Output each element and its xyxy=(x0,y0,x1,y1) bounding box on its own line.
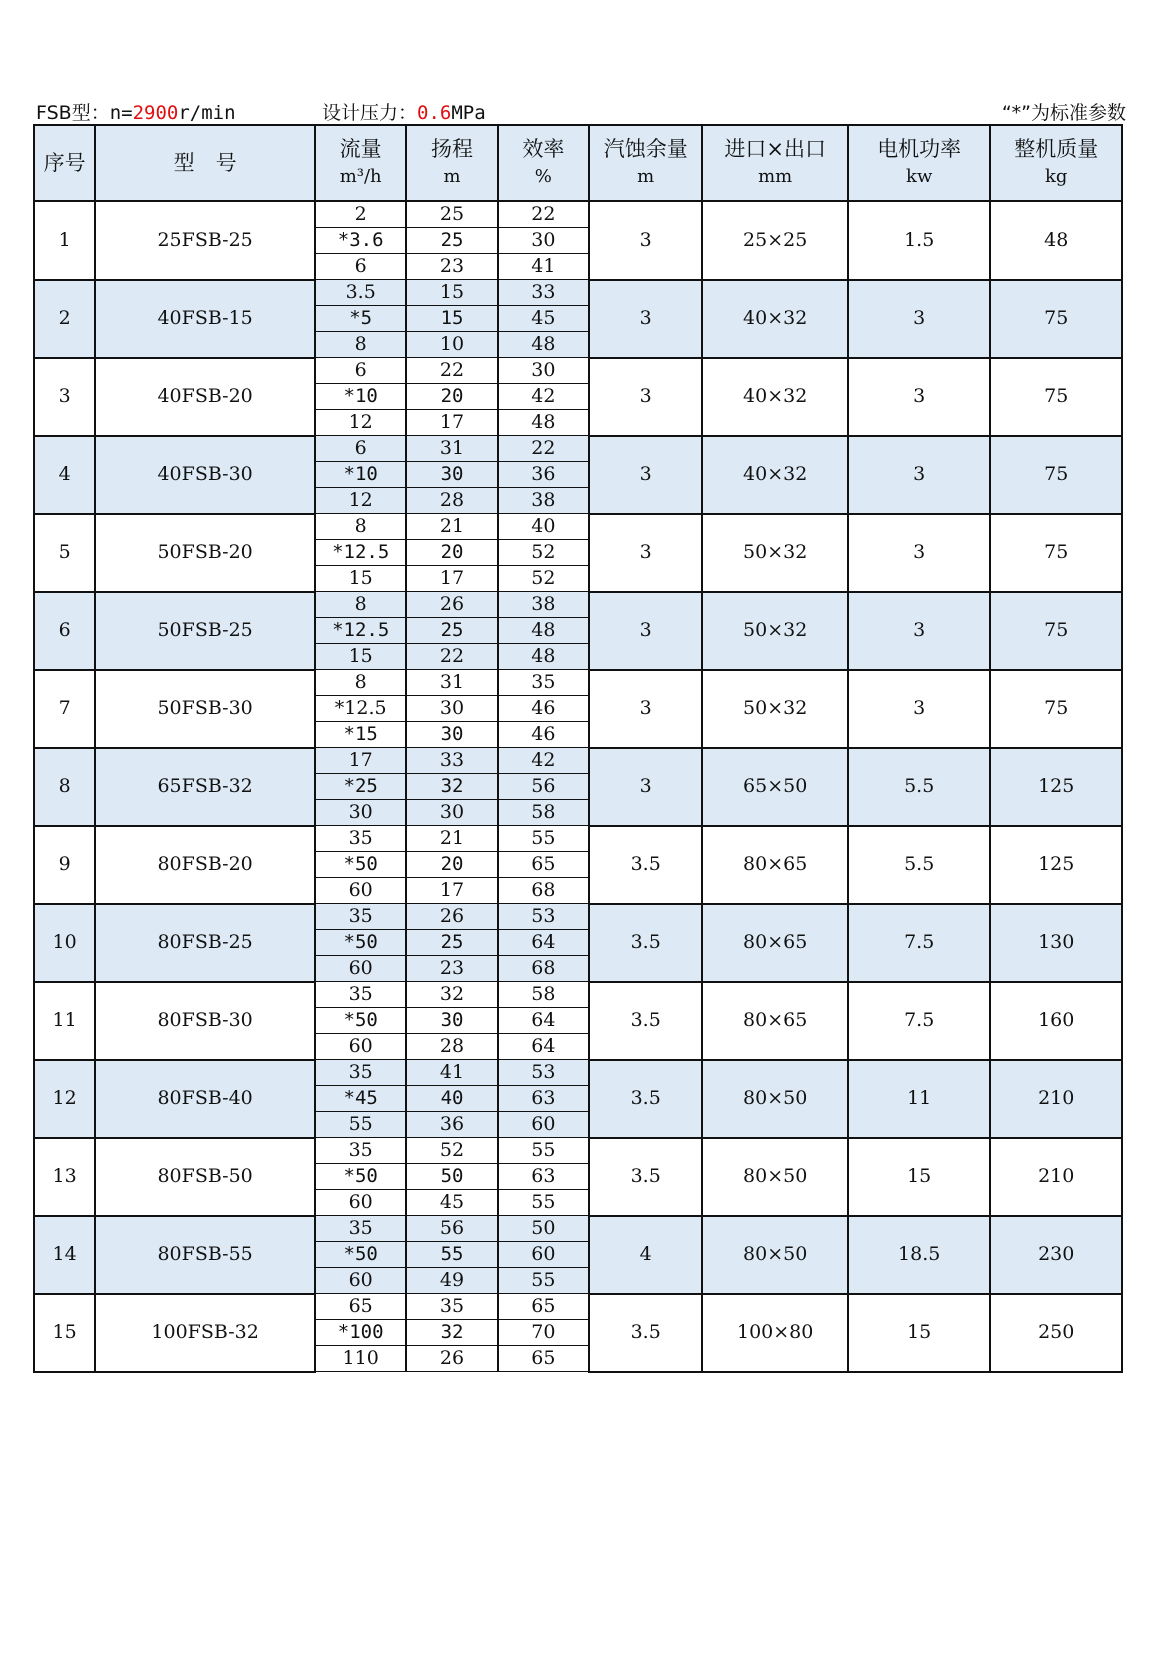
flow-cell: 60 xyxy=(315,956,406,982)
head-cell: 41 xyxy=(406,1060,497,1086)
flow-cell: 60 xyxy=(315,1268,406,1294)
model-cell: 25FSB-25 xyxy=(95,201,315,280)
eff-cell: 40 xyxy=(498,514,589,540)
ports-cell: 80×50 xyxy=(702,1060,848,1138)
flow-cell: 3.5 xyxy=(315,280,406,306)
seq-cell: 8 xyxy=(34,748,95,826)
flow-cell: 8 xyxy=(315,514,406,540)
eff-cell: 63 xyxy=(498,1164,589,1190)
model-cell: 80FSB-30 xyxy=(95,982,315,1060)
head-cell: 23 xyxy=(406,254,497,280)
mass-cell: 75 xyxy=(990,592,1122,670)
eff-cell: 36 xyxy=(498,462,589,488)
head-cell: 56 xyxy=(406,1216,497,1242)
eff-cell: 53 xyxy=(498,904,589,930)
head-cell: 26 xyxy=(406,592,497,618)
flow-cell: 8 xyxy=(315,670,406,696)
seq-cell: 14 xyxy=(34,1216,95,1294)
eff-cell: 38 xyxy=(498,592,589,618)
power-cell: 15 xyxy=(848,1138,991,1216)
npsh-cell: 3.5 xyxy=(589,1060,702,1138)
table-row xyxy=(34,1216,1122,1242)
ports-cell: 80×65 xyxy=(702,904,848,982)
eff-cell: 63 xyxy=(498,1086,589,1112)
eff-cell: 30 xyxy=(498,358,589,384)
eff-cell: 42 xyxy=(498,748,589,774)
head-cell: 32 xyxy=(406,982,497,1008)
pressure-unit: MPa xyxy=(451,102,486,124)
power-cell: 18.5 xyxy=(848,1216,991,1294)
eff-cell: 68 xyxy=(498,956,589,982)
npsh-cell: 3 xyxy=(589,280,702,358)
power-cell: 5.5 xyxy=(848,826,991,904)
flow-cell: 35 xyxy=(315,826,406,852)
head-cell: 31 xyxy=(406,436,497,462)
ports-cell: 40×32 xyxy=(702,436,848,514)
head-cell: 49 xyxy=(406,1268,497,1294)
ports-cell: 80×65 xyxy=(702,826,848,904)
eff-cell: 48 xyxy=(498,644,589,670)
col-eff: 效率 % xyxy=(498,125,589,201)
eff-cell: 65 xyxy=(498,1294,589,1320)
head-cell: 30 xyxy=(406,722,497,748)
eff-cell: 64 xyxy=(498,930,589,956)
eff-cell: 35 xyxy=(498,670,589,696)
mass-cell: 75 xyxy=(990,436,1122,514)
eff-cell: 52 xyxy=(498,540,589,566)
npsh-cell: 3 xyxy=(589,748,702,826)
flow-cell: *50 xyxy=(315,1164,406,1190)
type-label xyxy=(36,98,236,125)
standard-note: “*”为标准参数 xyxy=(1001,102,1126,124)
power-cell: 7.5 xyxy=(848,982,991,1060)
ports-cell: 50×32 xyxy=(702,670,848,748)
speed-label: n= xyxy=(109,102,133,124)
flow-cell: 35 xyxy=(315,1216,406,1242)
flow-cell: 8 xyxy=(315,332,406,358)
table-row xyxy=(34,514,1122,540)
power-cell: 7.5 xyxy=(848,904,991,982)
seq-cell: 15 xyxy=(34,1294,95,1372)
head-cell: 45 xyxy=(406,1190,497,1216)
seq-cell: 11 xyxy=(34,982,95,1060)
flow-cell: *25 xyxy=(315,774,406,800)
col-seq: 序号 xyxy=(34,125,95,201)
flow-cell: 12 xyxy=(315,410,406,436)
eff-cell: 55 xyxy=(498,1138,589,1164)
ports-cell: 25×25 xyxy=(702,201,848,280)
mass-cell: 230 xyxy=(990,1216,1122,1294)
eff-cell: 65 xyxy=(498,852,589,878)
npsh-cell: 3 xyxy=(589,201,702,280)
speed-unit: r/min xyxy=(178,102,236,124)
mass-cell: 210 xyxy=(990,1060,1122,1138)
head-cell: 17 xyxy=(406,878,497,904)
eff-cell: 42 xyxy=(498,384,589,410)
head-cell: 32 xyxy=(406,1320,497,1346)
eff-cell: 65 xyxy=(498,1346,589,1372)
flow-cell: *12.5 xyxy=(315,696,406,722)
flow-cell: *50 xyxy=(315,852,406,878)
npsh-cell: 3.5 xyxy=(589,826,702,904)
mass-cell: 250 xyxy=(990,1294,1122,1372)
eff-cell: 22 xyxy=(498,201,589,228)
head-cell: 30 xyxy=(406,462,497,488)
eff-cell: 64 xyxy=(498,1008,589,1034)
flow-cell: 55 xyxy=(315,1112,406,1138)
flow-cell: 65 xyxy=(315,1294,406,1320)
pump-spec-table xyxy=(33,124,1123,1373)
seq-cell: 3 xyxy=(34,358,95,436)
table-row xyxy=(34,1060,1122,1086)
head-cell: 35 xyxy=(406,1294,497,1320)
spec-header xyxy=(36,98,1126,126)
table-row xyxy=(34,201,1122,228)
eff-cell: 45 xyxy=(498,306,589,332)
speed-value: 2900 xyxy=(132,102,179,124)
flow-cell: *45 xyxy=(315,1086,406,1112)
head-cell: 21 xyxy=(406,826,497,852)
ports-cell: 100×80 xyxy=(702,1294,848,1372)
head-cell: 17 xyxy=(406,410,497,436)
flow-cell: *5 xyxy=(315,306,406,332)
seq-cell: 13 xyxy=(34,1138,95,1216)
head-cell: 52 xyxy=(406,1138,497,1164)
seq-cell: 1 xyxy=(34,201,95,280)
flow-cell: *12.5 xyxy=(315,618,406,644)
eff-cell: 48 xyxy=(498,618,589,644)
mass-cell: 210 xyxy=(990,1138,1122,1216)
mass-cell: 75 xyxy=(990,358,1122,436)
model-cell: 65FSB-32 xyxy=(95,748,315,826)
flow-cell: 35 xyxy=(315,904,406,930)
eff-cell: 52 xyxy=(498,566,589,592)
model-cell: 80FSB-20 xyxy=(95,826,315,904)
head-cell: 20 xyxy=(406,852,497,878)
power-cell: 1.5 xyxy=(848,201,991,280)
table-row xyxy=(34,1294,1122,1320)
flow-cell: 35 xyxy=(315,1060,406,1086)
eff-cell: 48 xyxy=(498,332,589,358)
model-cell: 50FSB-30 xyxy=(95,670,315,748)
model-cell: 50FSB-25 xyxy=(95,592,315,670)
npsh-cell: 4 xyxy=(589,1216,702,1294)
head-cell: 30 xyxy=(406,800,497,826)
seq-cell: 2 xyxy=(34,280,95,358)
table-row xyxy=(34,358,1122,384)
eff-cell: 38 xyxy=(498,488,589,514)
flow-cell: *3.6 xyxy=(315,228,406,254)
model-cell: 80FSB-25 xyxy=(95,904,315,982)
head-cell: 20 xyxy=(406,384,497,410)
eff-cell: 58 xyxy=(498,982,589,1008)
table-row xyxy=(34,592,1122,618)
head-cell: 10 xyxy=(406,332,497,358)
power-cell: 3 xyxy=(848,436,991,514)
power-cell: 3 xyxy=(848,280,991,358)
flow-cell: 60 xyxy=(315,1190,406,1216)
model-cell: 80FSB-50 xyxy=(95,1138,315,1216)
pressure-label xyxy=(322,98,486,125)
eff-cell: 46 xyxy=(498,696,589,722)
flow-cell: *100 xyxy=(315,1320,406,1346)
npsh-cell: 3 xyxy=(589,670,702,748)
flow-cell: 6 xyxy=(315,436,406,462)
ports-cell: 80×65 xyxy=(702,982,848,1060)
seq-cell: 5 xyxy=(34,514,95,592)
eff-cell: 55 xyxy=(498,1190,589,1216)
type-prefix: FSB型： xyxy=(36,102,110,124)
eff-cell: 70 xyxy=(498,1320,589,1346)
head-cell: 25 xyxy=(406,930,497,956)
head-cell: 23 xyxy=(406,956,497,982)
head-cell: 30 xyxy=(406,1008,497,1034)
eff-cell: 30 xyxy=(498,228,589,254)
power-cell: 3 xyxy=(848,670,991,748)
flow-cell: 60 xyxy=(315,1034,406,1060)
flow-cell: 2 xyxy=(315,201,406,228)
seq-cell: 12 xyxy=(34,1060,95,1138)
mass-cell: 160 xyxy=(990,982,1122,1060)
table-header-row xyxy=(34,125,1122,201)
head-cell: 22 xyxy=(406,358,497,384)
col-mass: 整机质量 kg xyxy=(990,125,1122,201)
head-cell: 31 xyxy=(406,670,497,696)
head-cell: 30 xyxy=(406,696,497,722)
mass-cell: 75 xyxy=(990,670,1122,748)
col-model: 型 号 xyxy=(95,125,315,201)
mass-cell: 130 xyxy=(990,904,1122,982)
head-cell: 25 xyxy=(406,618,497,644)
head-cell: 50 xyxy=(406,1164,497,1190)
pressure-label-text: 设计压力： xyxy=(322,102,418,124)
eff-cell: 41 xyxy=(498,254,589,280)
eff-cell: 53 xyxy=(498,1060,589,1086)
head-cell: 15 xyxy=(406,306,497,332)
eff-cell: 56 xyxy=(498,774,589,800)
seq-cell: 4 xyxy=(34,436,95,514)
npsh-cell: 3 xyxy=(589,358,702,436)
eff-cell: 22 xyxy=(498,436,589,462)
table-row xyxy=(34,1138,1122,1164)
table-row xyxy=(34,670,1122,696)
flow-cell: 110 xyxy=(315,1346,406,1372)
ports-cell: 65×50 xyxy=(702,748,848,826)
ports-cell: 80×50 xyxy=(702,1216,848,1294)
table-row xyxy=(34,280,1122,306)
eff-cell: 60 xyxy=(498,1242,589,1268)
flow-cell: *10 xyxy=(315,384,406,410)
head-cell: 36 xyxy=(406,1112,497,1138)
npsh-cell: 3.5 xyxy=(589,904,702,982)
head-cell: 17 xyxy=(406,566,497,592)
model-cell: 100FSB-32 xyxy=(95,1294,315,1372)
flow-cell: 17 xyxy=(315,748,406,774)
mass-cell: 75 xyxy=(990,280,1122,358)
power-cell: 3 xyxy=(848,592,991,670)
model-cell: 80FSB-40 xyxy=(95,1060,315,1138)
head-cell: 25 xyxy=(406,228,497,254)
col-head: 扬程 m xyxy=(406,125,497,201)
npsh-cell: 3.5 xyxy=(589,982,702,1060)
flow-cell: 35 xyxy=(315,982,406,1008)
col-flow: 流量 m³/h xyxy=(315,125,406,201)
eff-cell: 33 xyxy=(498,280,589,306)
flow-cell: 30 xyxy=(315,800,406,826)
table-row xyxy=(34,748,1122,774)
flow-cell: 8 xyxy=(315,592,406,618)
flow-cell: *50 xyxy=(315,930,406,956)
eff-cell: 55 xyxy=(498,826,589,852)
flow-cell: *50 xyxy=(315,1008,406,1034)
pressure-value: 0.6 xyxy=(417,102,452,124)
mass-cell: 75 xyxy=(990,514,1122,592)
table-row xyxy=(34,436,1122,462)
head-cell: 26 xyxy=(406,904,497,930)
flow-cell: 6 xyxy=(315,254,406,280)
power-cell: 11 xyxy=(848,1060,991,1138)
mass-cell: 48 xyxy=(990,201,1122,280)
table-row xyxy=(34,904,1122,930)
ports-cell: 50×32 xyxy=(702,592,848,670)
ports-cell: 40×32 xyxy=(702,358,848,436)
npsh-cell: 3 xyxy=(589,436,702,514)
power-cell: 3 xyxy=(848,358,991,436)
eff-cell: 60 xyxy=(498,1112,589,1138)
seq-cell: 10 xyxy=(34,904,95,982)
head-cell: 32 xyxy=(406,774,497,800)
flow-cell: 60 xyxy=(315,878,406,904)
head-cell: 40 xyxy=(406,1086,497,1112)
eff-cell: 48 xyxy=(498,410,589,436)
head-cell: 21 xyxy=(406,514,497,540)
head-cell: 28 xyxy=(406,1034,497,1060)
eff-cell: 64 xyxy=(498,1034,589,1060)
flow-cell: 15 xyxy=(315,644,406,670)
power-cell: 15 xyxy=(848,1294,991,1372)
seq-cell: 6 xyxy=(34,592,95,670)
head-cell: 25 xyxy=(406,201,497,228)
eff-cell: 58 xyxy=(498,800,589,826)
head-cell: 26 xyxy=(406,1346,497,1372)
head-cell: 15 xyxy=(406,280,497,306)
eff-cell: 68 xyxy=(498,878,589,904)
flow-cell: *12.5 xyxy=(315,540,406,566)
power-cell: 3 xyxy=(848,514,991,592)
npsh-cell: 3 xyxy=(589,592,702,670)
mass-cell: 125 xyxy=(990,826,1122,904)
mass-cell: 125 xyxy=(990,748,1122,826)
npsh-cell: 3.5 xyxy=(589,1294,702,1372)
head-cell: 28 xyxy=(406,488,497,514)
head-cell: 22 xyxy=(406,644,497,670)
ports-cell: 50×32 xyxy=(702,514,848,592)
table-row xyxy=(34,826,1122,852)
eff-cell: 55 xyxy=(498,1268,589,1294)
model-cell: 80FSB-55 xyxy=(95,1216,315,1294)
flow-cell: 12 xyxy=(315,488,406,514)
npsh-cell: 3 xyxy=(589,514,702,592)
seq-cell: 9 xyxy=(34,826,95,904)
head-cell: 55 xyxy=(406,1242,497,1268)
flow-cell: *15 xyxy=(315,722,406,748)
model-cell: 50FSB-20 xyxy=(95,514,315,592)
flow-cell: 6 xyxy=(315,358,406,384)
power-cell: 5.5 xyxy=(848,748,991,826)
head-cell: 20 xyxy=(406,540,497,566)
flow-cell: *50 xyxy=(315,1242,406,1268)
seq-cell: 7 xyxy=(34,670,95,748)
col-power: 电机功率 kw xyxy=(848,125,991,201)
model-cell: 40FSB-15 xyxy=(95,280,315,358)
eff-cell: 46 xyxy=(498,722,589,748)
flow-cell: 35 xyxy=(315,1138,406,1164)
ports-cell: 40×32 xyxy=(702,280,848,358)
table-row xyxy=(34,982,1122,1008)
flow-cell: 15 xyxy=(315,566,406,592)
col-npsh: 汽蚀余量 m xyxy=(589,125,702,201)
col-ports: 进口×出口 mm xyxy=(702,125,848,201)
flow-cell: *10 xyxy=(315,462,406,488)
model-cell: 40FSB-30 xyxy=(95,436,315,514)
model-cell: 40FSB-20 xyxy=(95,358,315,436)
npsh-cell: 3.5 xyxy=(589,1138,702,1216)
eff-cell: 50 xyxy=(498,1216,589,1242)
head-cell: 33 xyxy=(406,748,497,774)
ports-cell: 80×50 xyxy=(702,1138,848,1216)
